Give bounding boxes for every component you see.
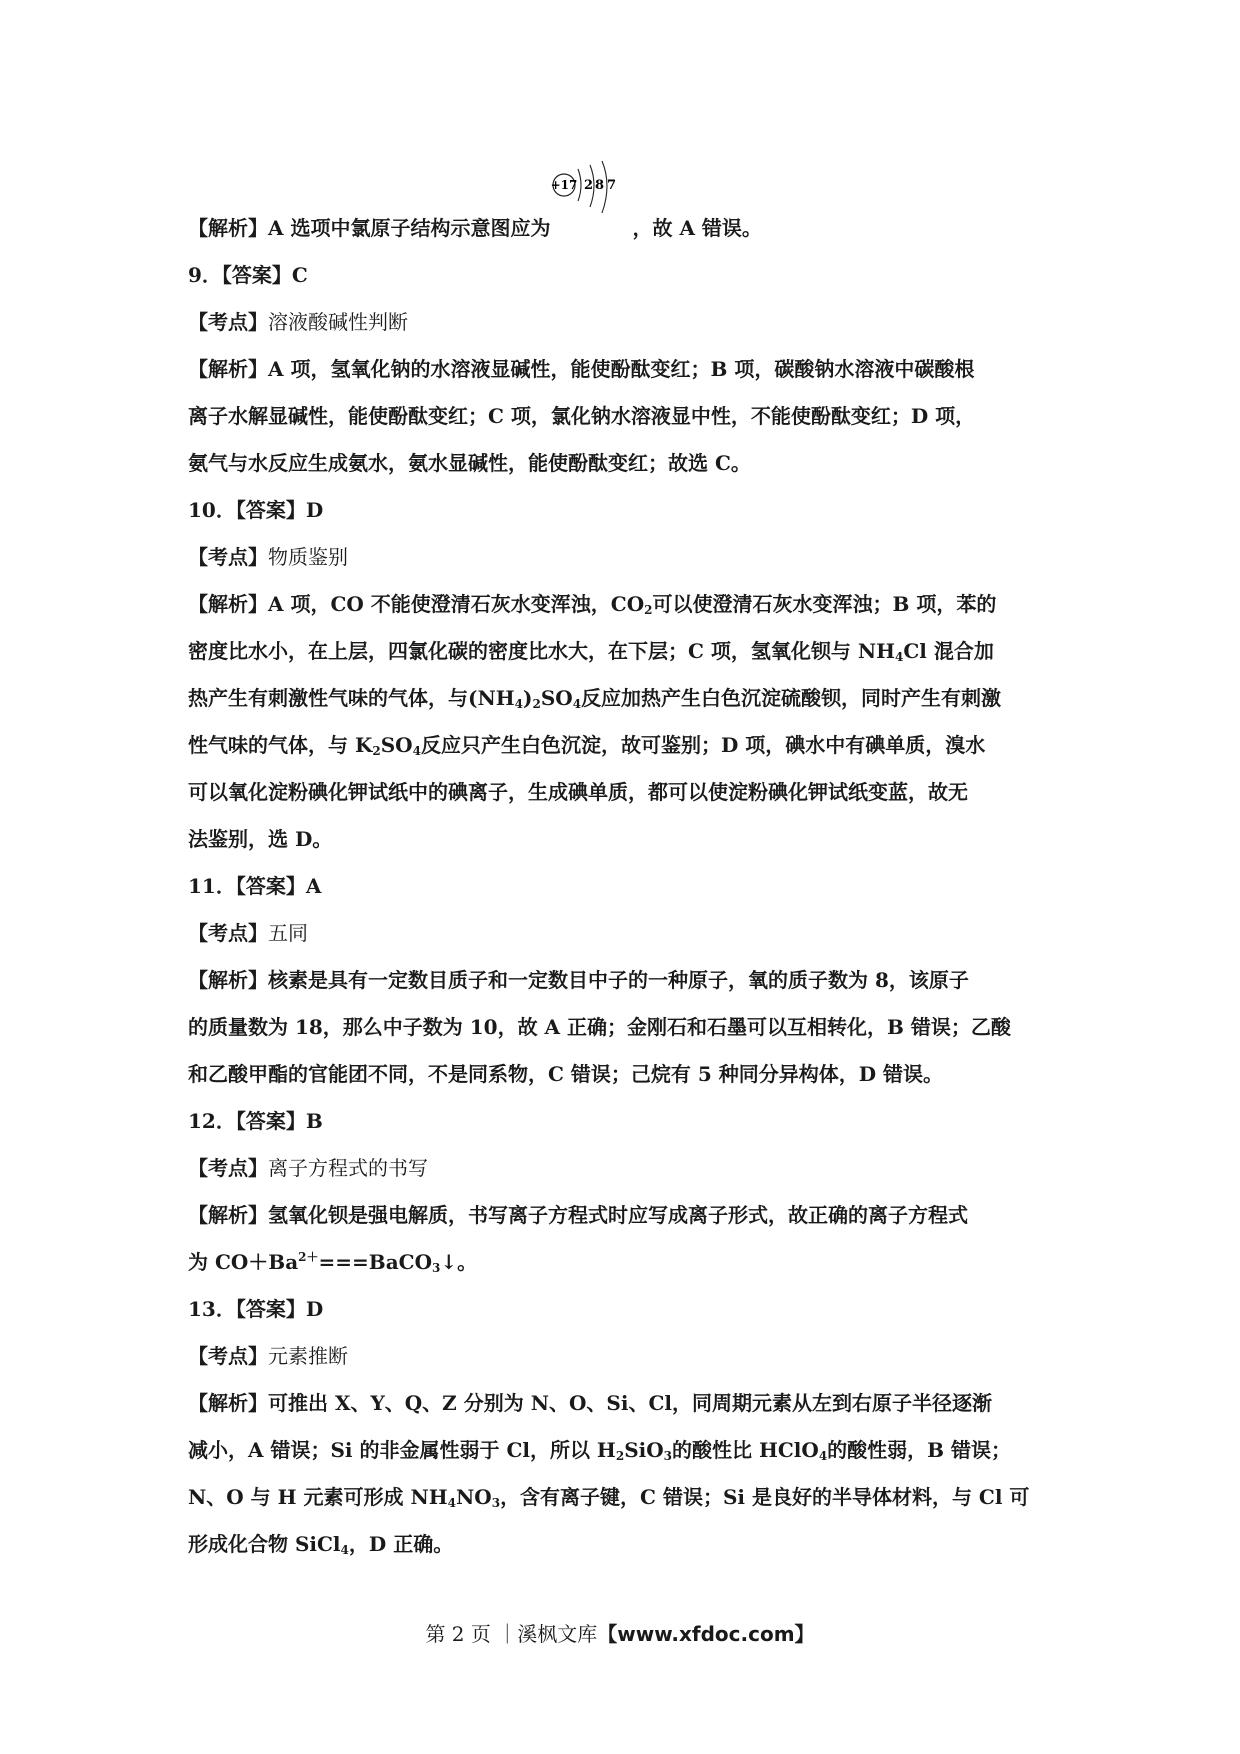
shell-2-electrons: 8 <box>595 178 605 193</box>
kaodian-text: 离子方程式的书写 <box>268 1156 428 1180</box>
answer-content <box>188 178 1063 1568</box>
q9-jiexi-line-3: 氨气与水反应生成氨水，氨水显碱性，能使酚酞变红；故选 C。 <box>188 451 751 475</box>
q11-jiexi-line-2: 的质量数为 18，那么中子数为 10，故 A 正确；金刚石和石墨可以互相转化，B 错误；乙酸 <box>188 1015 1011 1039</box>
q10-jiexi-line-3: 热产生有刺激性气味的气体，与$(NH_4)_2SO_4$反应加热产生白色沉淀硫酸钡，同时产生有刺激 <box>188 686 1002 711</box>
kaodian-label: 【考点】 <box>188 1344 268 1368</box>
q12-jiexi-line-2: 为 $CO+Ba^{2+}===BaCO_3↓$。 <box>188 1250 478 1275</box>
q12-jiexi-line-1: 【解析】氢氧化钡是强电解质，书写离子方程式时应写成离子形式，故正确的离子方程式 <box>188 1203 968 1227</box>
q12-answer: 12．【答案】B <box>188 1109 323 1133</box>
q13-jiexi-line-3: N、O 与 H 元素可形成 $NH_4NO_3$，含有离子键，C 错误；Si 是良好的半导体材料，与 Cl 可 <box>188 1485 1030 1510</box>
q9-kaodian <box>188 299 1063 346</box>
q10-jiexi-line-5: 可以氧化淀粉碘化钾试纸中的碘离子，生成碘单质，都可以使淀粉碘化钾试纸变蓝，故无 <box>188 780 968 804</box>
q13-kaodian <box>188 1333 1063 1380</box>
q13-jiexi-line-2: 减小，A 错误；Si 的非金属性弱于 Cl，所以 $H_2SiO_3$的酸性比 HClO$_4$的酸性弱，B 错误； <box>188 1438 1012 1463</box>
q13-answer: 13．【答案】D <box>188 1297 324 1321</box>
q8-jiexi-text-b: ，故 A 错误。 <box>632 216 762 240</box>
q9-jiexi-line-2: 离子水解显碱性，能使酚酞变红；C 项，氯化钠水溶液显中性，不能使酚酞变红；D 项， <box>188 404 976 428</box>
q9-jiexi-line-1: 【解析】A 项，氢氧化钠的水溶液显碱性，能使酚酞变红；B 项，碳酸钠水溶液中碳酸根 <box>188 357 975 381</box>
q8-jiexi-line <box>188 178 1063 252</box>
q11-jiexi-line-1: 【解析】核素是具有一定数目质子和一定数目中子的一种原子，氧的质子数为 8，该原子 <box>188 968 969 992</box>
kaodian-text: 五同 <box>268 921 308 945</box>
shell-3-electrons: 7 <box>607 178 617 193</box>
kaodian-label: 【考点】 <box>188 545 268 569</box>
q11-kaodian <box>188 910 1063 957</box>
kaodian-text: 物质鉴别 <box>268 545 348 569</box>
q13-jiexi-line-4: 形成化合物 SiCl$_4$，D 正确。 <box>188 1532 454 1557</box>
shell-1-electrons: 2 <box>584 178 594 193</box>
q10-kaodian <box>188 534 1063 581</box>
chlorine-atom-structure-diagram <box>550 178 632 252</box>
q12-kaodian <box>188 1145 1063 1192</box>
q10-jiexi-line-2: 密度比水小，在上层，四氯化碳的密度比水大，在下层；C 项，氢氧化钡与 $NH_4Cl$ 混合加 <box>188 639 994 664</box>
page-footer <box>0 1620 1240 1648</box>
kaodian-label: 【考点】 <box>188 310 268 334</box>
kaodian-text: 溶液酸碱性判断 <box>268 310 408 334</box>
kaodian-label: 【考点】 <box>188 921 268 945</box>
q10-jiexi-line-4: 性气味的气体，与 $K_2SO_4$反应只产生白色沉淀，故可鉴别；D 项，碘水中有碘单质，溴水 <box>188 733 986 758</box>
q11-jiexi-line-3: 和乙酸甲酯的官能团不同，不是同系物，C 错误；己烷有 5 种同分异构体，D 错误。 <box>188 1062 944 1086</box>
q10-jiexi-line-6: 法鉴别，选 D。 <box>188 827 333 851</box>
q11-answer: 11．【答案】A <box>188 874 322 898</box>
kaodian-label: 【考点】 <box>188 1156 268 1180</box>
kaodian-text: 元素推断 <box>268 1344 348 1368</box>
footer-website-link[interactable]: 【www.xfdoc.com】 <box>597 1622 815 1646</box>
q10-jiexi-line-1: 【解析】A 项，CO 不能使澄清石灰水变浑浊，$CO_2$可以使澄清石灰水变浑浊；B 项，苯的 <box>188 592 997 617</box>
nucleus-charge: +17 <box>551 178 578 192</box>
q9-answer: 9．【答案】C <box>188 263 308 287</box>
footer-page-number: 第 2 页 ｜溪枫文库 <box>425 1622 598 1646</box>
q13-jiexi-line-1: 【解析】可推出 X、Y、Q、Z 分别为 N、O、Si、Cl，同周期元素从左到右原子半径逐渐 <box>188 1391 992 1415</box>
q8-jiexi-text-a: 【解析】A 选项中氯原子结构示意图应为 <box>188 216 551 240</box>
q10-answer: 10．【答案】D <box>188 498 324 522</box>
